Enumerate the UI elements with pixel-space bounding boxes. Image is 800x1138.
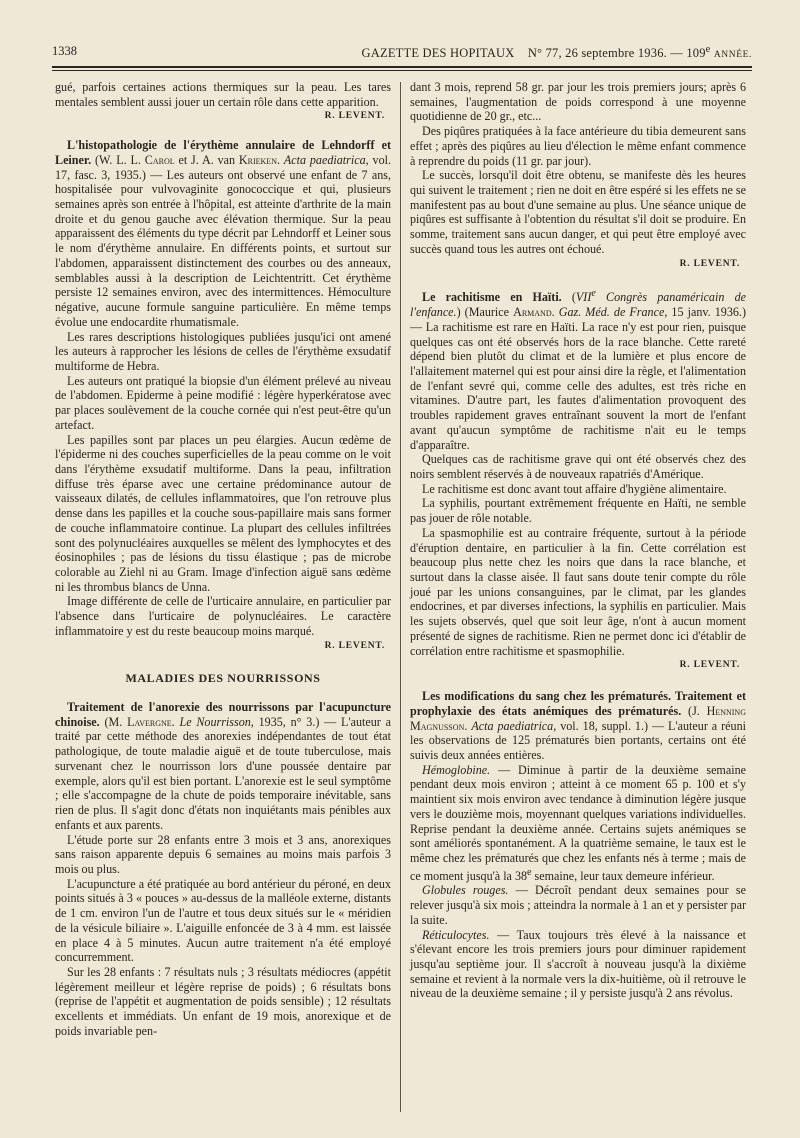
- subsection-label: Réticulocytes.: [422, 927, 490, 942]
- author-name: Carol: [144, 152, 175, 167]
- paragraph: Des piqûres pratiquées à la face antérieure du tibia demeurent sans effet ; après des piqûres au lieu d'élection le même enfant commence à reprendre du poids (11 gr. par jour).: [410, 124, 746, 168]
- page-number: 1338: [52, 44, 77, 58]
- paragraph: Le rachitisme est donc avant tout affaire d'hygiène alimentaire.: [422, 481, 727, 496]
- article-anorexie: Traitement de l'anorexie des nourrissons par l'acupuncture chinoise. (M. Lavergne. Le Nourrisson, 1935, n° 3.) — L'auteur a traité par cette méthode des anorexies indépendantes de tout état pathologique, de toute maladie aiguë et de toute tuberculose, mais survenant chez le nourrisson lors d'une poussée dentaire par exemple, alors qu'il est bien portant. L'anorexie est le seul symptôme ; elle s'accompagne de la chute de poids temporaire inévitable, sans rien de plus. Il s'agit donc d'états non inquiétants mais pénibles aux enfants et aux parents.: [55, 700, 391, 832]
- paragraph-globules: Globules rouges. — Décroît pendant deux semaines pour se relever jusqu'à six mois ; atteindra la normale à 1 an et y persister par la suite.: [410, 883, 746, 927]
- paragraph: L'étude porte sur 28 enfants entre 3 mois et 3 ans, anorexiques sans raison apparente depuis 6 semaines au moins mais parfois 3 mois ou plus.: [55, 832, 391, 876]
- congress-name: VIIe Congrès panaméricain de l'enfance.: [410, 288, 746, 320]
- signature: R. LEVENT.: [324, 111, 385, 122]
- subsection-label: Globules rouges.: [422, 883, 509, 898]
- paragraph: dant 3 mois, reprend 58 gr. par jour les trois premiers jours; après 6 semaines, l'augmentation de poids correspond à une moyenne quotidienne de 20 gr., etc...: [410, 80, 746, 124]
- journal-title: Le Nourrisson: [179, 714, 251, 729]
- author-name: Henning Magnusson: [410, 703, 746, 733]
- article-histopathologie: L'histopathologie de l'érythème annulaire de Lehndorff et Leiner. (W. L. L. Carol et J. A. van Krieken. Acta paediatrica, vol. 17, fasc. 3, 1935.) — Les auteurs ont observé une enfant de 7 ans, hospitalisée pour vulvovaginite gonococcique et qui, plusieurs semaines après son entrée à l'hôpital, est atteinte d'arthrite de la main droite et du genou gauche avec élévation thermique. Sur la peau apparaissent des éléments du type décrit par Lehndorff et Leiner sous le nom d'érythème annulaire. En différents points, et surtout sur l'abdomen, apparaissent distinctement des courbes ou des anneaux, semblables aussi à la description de Leichtentritt. Cet érythème persiste 12 semaines environ, avec des intermittences. Hémoculture négative, aucune formule sanguine particulière. En même temps évolue une endocardite rhumatismale.: [55, 138, 391, 329]
- article-title: L'histopathologie de l'érythème annulaire de Lehndorff et Leiner.: [55, 138, 391, 167]
- paragraph: Quelques cas de rachitisme grave qui ont été observés chez des noirs semblent réservés à de nouveaux rapatriés d'Amérique.: [410, 452, 746, 481]
- article-title: Les modifications du sang chez les prématurés. Traitement et prophylaxie des états anémiques des prématurés.: [410, 689, 746, 718]
- annee-label: ANNÉE.: [713, 50, 752, 61]
- author-name: Lavergne: [127, 714, 172, 729]
- signature: R. LEVENT.: [679, 258, 740, 269]
- paragraph: Les papilles sont par places un peu élargies. Aucun œdème de l'épiderme ni des couches superficielles de la peau comme on le voit dans l'érythème exsudatif multiforme. Dans la peau, infiltration diffuse très éparse avec une certaine prédominance autour de vaisseaux dilatés, de cellules inflammatoires, que l'on retrouve plus dense dans les papilles et la couche sous-papillaire mais sans former de couche inflammatoire continue. La plupart des cellules infiltrées sont des polynucléaires auxquelles se mêlent des lymphocytes et des éosinophiles ; pas de lésions du tissu élastique ; pas de microbe colorable au Ziehl ni au Gram. Image d'infection aiguë sans œdème ni les thrombus blancs de Unna.: [55, 432, 391, 594]
- column-divider: [400, 82, 401, 1112]
- paragraph: Image différente de celle de l'urticaire annulaire, en particulier par l'absence dans l'urticaire de polynucléaires. Le caractère inflammatoire y est du reste beaucoup moins marqué.: [55, 594, 391, 638]
- right-column: [410, 80, 746, 1001]
- article-title: Le rachitisme en Haïti.: [422, 290, 562, 305]
- page-header: [52, 40, 752, 62]
- author-name: Krieken: [238, 152, 277, 167]
- author-name: Armand: [513, 305, 552, 320]
- journal-name: GAZETTE DES HOPITAUX: [361, 46, 515, 61]
- issue-info: N° 77, 26 septembre 1936. — 109: [527, 46, 706, 61]
- paragraph: Sur les 28 enfants : 7 résultats nuls ; 3 résultats médiocres (appétit légèrement meilleur et légère reprise de poids) ; 6 résultats bons (reprise de l'appétit et augmentation de poids sensible) ; 12 résultats excellents et immédiats. Un enfant de 19 mois, anorexique et de poids invariable pen-: [55, 964, 391, 1038]
- signature: R. LEVENT.: [679, 660, 740, 671]
- journal-title: Acta paediatrica: [283, 152, 366, 167]
- paragraph: La syphilis, pourtant extrêmement fréquente en Haïti, ne semble pas jouer de rôle notable.: [410, 496, 746, 526]
- paragraph: Les rares descriptions histologiques publiées jusqu'ici ont amené les auteurs à rapprocher les lésions de celles de l'érythème exsudatif multiforme de Hebra.: [55, 329, 391, 373]
- article-title: Traitement de l'anorexie des nourrissons par l'acupuncture chinoise.: [55, 700, 391, 729]
- signature: R. LEVENT.: [324, 640, 385, 651]
- paragraph: Les auteurs ont pratiqué la biopsie d'un élément prélevé au niveau de l'abdomen. Epiderme à peine modifié : légère hyperkératose avec par places soulèvement de la couche cornée qui n'est peut-être qu'un artefact.: [55, 373, 391, 432]
- header-rule-thin: [52, 70, 752, 71]
- paragraph: Le succès, lorsqu'il doit être obtenu, se manifeste dès les heures qui suivent le traitement ; rien ne doit en être espéré si les effets ne se manifestent pas au bout d'une semaine au plus. Une séance unique de piqûres est suffisante à l'obtention du résultat s'il doit se produire. En somme, traitement sans aucun danger, et qui peut être employé avec succès quand tous les autres ont échoué.: [410, 168, 746, 256]
- journal-title: Gaz. Méd. de France: [558, 305, 665, 320]
- paragraph: La spasmophilie est au contraire fréquente, surtout à la période d'éruption dentaire, en particulier à la fin. Cette corrélation est beaucoup plus nette chez les noirs que dans la race blanche, et surtout dans la classe aisée. Il faut sans doute tenir compte du rôle joué par les unions consanguines, par le climat, par les glandes endocrines, et par diverses infections, la syphilis en particulier. Mais les sujets observés, quel que soit leur âge, n'ont à aucun moment présenté de signes de rachitisme. Rien ne permet donc ici d'établir de corrélation entre rachitisme et spasmophilie.: [410, 525, 746, 658]
- paragraph: gué, parfois certaines actions thermiques sur la peau. Les tares mentales semblent aussi jouer un certain rôle dans cette apparition.: [55, 80, 391, 109]
- subsection-label: Hémoglobine.: [422, 762, 491, 777]
- running-head: [362, 44, 752, 61]
- issue-sup: e: [705, 44, 711, 55]
- article-premature-blood: Les modifications du sang chez les prématurés. Traitement et prophylaxie des états anémiques des prématurés. (J. Henning Magnusson. Acta paediatrica, vol. 18, suppl. 1.) — L'auteur a réuni les observations de 125 prématurés bien portants, certains ont été suivis deux années entières.: [410, 689, 746, 762]
- paragraph: L'acupuncture a été pratiquée au bord antérieur du péroné, en deux points situés à 3 « pouces » au-dessus de la malléole externe, distants de 1 cm. environ l'un de l'autre et tous deux situés sur le « méridien de la vésicule biliaire ». L'aiguille enfoncée de 3 à 4 mm. est laissée en place 4 à 5 minutes. Aucun autre traitement n'a été employé concurremment.: [55, 876, 391, 965]
- paragraph-hemoglobine: Hémoglobine. — Diminue à partir de la deuxième semaine pendant deux mois environ ; atteint à ce moment 65 p. 100 et s'y maintient six mois environ avec tendance à diminution légère jusque vers le douzième mois, moyennant quelques variations individuelles. Reprise pendant la deuxième année. Certains sujets anémiques se sont améliorés spontanément. A la quatrième semaine, le taux est le même chez les prématurés que chez les enfants nés à terme ; mais de ce moment jusqu'à la 38e semaine, leur taux demeure inférieur.: [410, 762, 746, 883]
- article-rachitisme: Le rachitisme en Haïti. (VIIe Congrès panaméricain de l'enfance.) (Maurice Armand. Gaz. Méd. de France, 15 janv. 1936.) — La rachitisme est rare en Haïti. La race n'y est pour rien, puisque quelques cas ont été observés hors de la race blanche. Cette rareté dépend bien plutôt du climat et de la lumière et plus encore de l'allaitement maternel qui est pour ainsi dire la règle, et l'alimentation de l'enfant sevré qui, comme celle des adultes, est très riche en vitamines. D'autre part, les fautes d'alimentation provoquent des troubles rapidement graves entraînant souvent la mort de l'enfant avant qu'aucun symptôme de rachitisme n'ait eu le temps d'apparaître.: [410, 288, 746, 452]
- header-rule: [52, 66, 752, 68]
- left-column: [55, 80, 391, 1039]
- journal-title: Acta paediatrica: [471, 718, 554, 733]
- paragraph-reticulocytes: Réticulocytes. — Taux toujours très élevé à la naissance et s'élevant encore les trois premiers jours pour diminuer rapidement jusqu'au septième jour. Il s'accroît à nouveau jusqu'à la dixième semaine et revient à la normale vers la dix-huitième, où il retrouve le niveau de la deuxième semaine ; il y persiste jusqu'à 2 ans révolus.: [410, 927, 746, 1001]
- section-heading: MALADIES DES NOURRISSONS: [125, 671, 321, 686]
